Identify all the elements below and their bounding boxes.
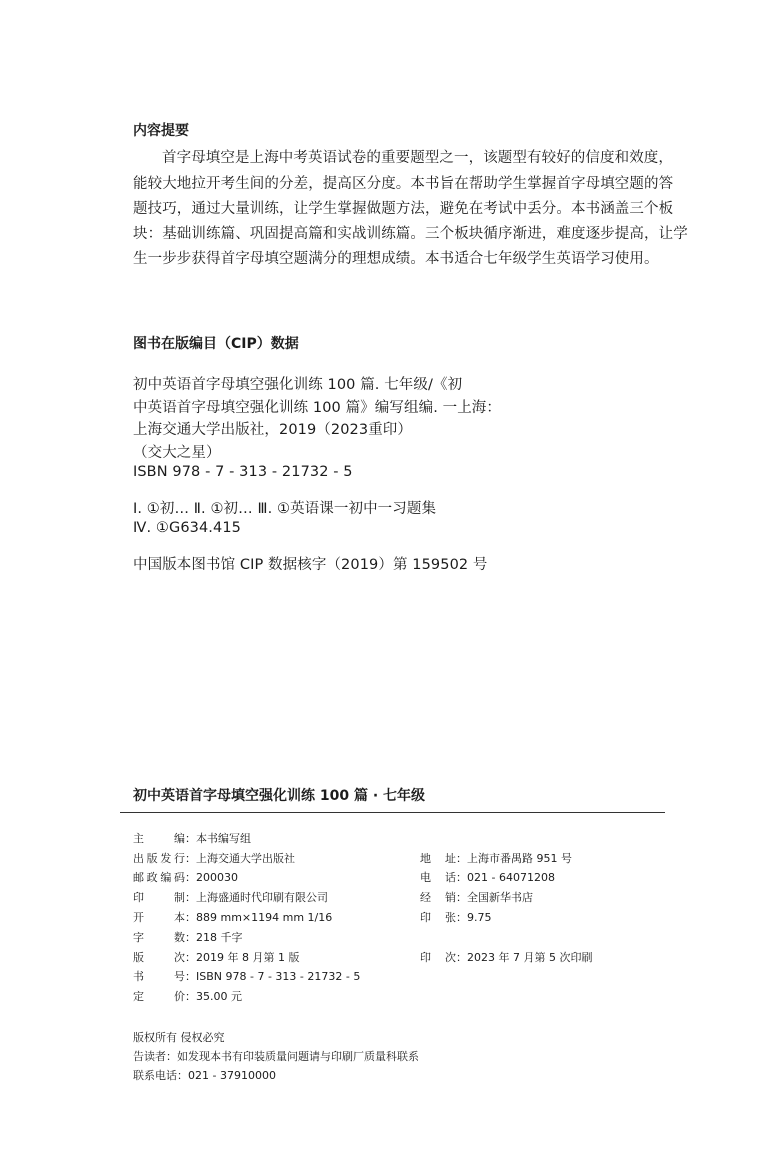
abstract-line: 首字母填空是上海中考英语试卷的重要题型之一，该题型有较好的信度和效度， [162,150,673,166]
colophon-row-sheets: 印张：9.75 [420,911,492,924]
colophon-row-isbn: 书号：ISBN 978 - 7 - 313 - 21732 - 5 [133,970,361,983]
colophon-row-price: 定价：35.00 元 [133,990,242,1003]
cip-isbn: ISBN 978 - 7 - 313 - 21732 - 5 [133,464,353,480]
cip-heading: 图书在版编目（CIP）数据 [133,336,299,352]
contact-phone: 联系电话：021 - 37910000 [133,1069,276,1082]
rights-notice: 版权所有 侵权必究 [133,1031,225,1044]
abstract-heading: 内容提要 [133,123,189,139]
colophon-row-telephone: 电话：021 - 64071208 [420,871,555,884]
colophon-row-postcode: 邮政编码：200030 [133,871,238,884]
cip-class-line: Ⅳ. ①G634.415 [133,520,241,536]
cip-line: 初中英语首字母填空强化训练 100 篇. 七年级/《初 [133,377,463,393]
cip-line: 中英语首字母填空强化训练 100 篇》编写组编. 一上海： [133,400,502,416]
cip-line: （交大之星） [133,445,221,461]
colophon-row-impression: 印次：2023 年 7 月第 5 次印刷 [420,951,593,964]
cip-class-line: Ⅰ. ①初… Ⅱ. ①初… Ⅲ. ①英语课一初中一习题集 [133,501,437,517]
colophon-row-edition: 版次：2019 年 8 月第 1 版 [133,951,300,964]
colophon-row-publisher: 出版发行：上海交通大学出版社 [133,852,295,865]
reader-notice: 告读者：如发现本书有印装质量问题请与印刷厂质量科联系 [133,1050,419,1063]
colophon-row-distributor: 经销：全国新华书店 [420,891,533,904]
abstract-line: 块：基础训练篇、巩固提高篇和实战训练篇。三个板块循序渐进，难度逐步提高，让学 [133,226,688,242]
colophon-row-format: 开本：889 mm×1194 mm 1/16 [133,911,333,924]
cip-verification: 中国版本图书馆 CIP 数据核字（2019）第 159502 号 [133,557,488,573]
colophon-row-printer: 印制：上海盛通时代印刷有限公司 [133,891,328,904]
colophon-row-editor: 主编：本书编写组 [133,832,251,845]
abstract-line: 能较大地拉开考生间的分差，提高区分度。本书旨在帮助学生掌握首字母填空题的答 [133,176,674,192]
cip-line: 上海交通大学出版社，2019（2023重印） [133,422,413,438]
colophon-divider [120,812,665,813]
colophon-row-address: 地址：上海市番禺路 951 号 [420,852,572,865]
abstract-line: 题技巧，通过大量训练，让学生掌握做题方法，避免在考试中丢分。本书涵盖三个板 [133,201,674,217]
abstract-line: 生一步步获得首字母填空题满分的理想成绩。本书适合七年级学生英语学习使用。 [133,251,659,267]
colophon-row-wordcount: 字数：218 千字 [133,931,243,944]
colophon-title: 初中英语首字母填空强化训练 100 篇 · 七年级 [133,788,426,804]
